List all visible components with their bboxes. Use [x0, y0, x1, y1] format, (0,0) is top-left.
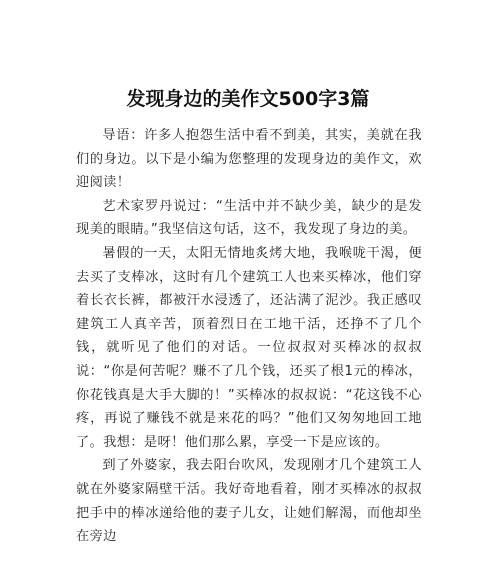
paragraph-quote: 艺术家罗丹说过：“生活中并不缺少美，缺少的是发现美的眼睛。”我坚信这句话，这不，我发现了身边的美。	[76, 198, 422, 238]
paragraph-grandma: 到了外婆家，我去阳台吹风，发现刚才几个建筑工人就在外婆家隔壁干活。我好奇地看着，刚才买棒冰的叔叔把手中的棒冰递给他的妻子儿女，让她们解渴，而他却坐在旁边	[76, 458, 422, 545]
article-body	[76, 124, 422, 549]
paragraph-story: 暑假的一天，太阳无情地炙烤大地，我喉咙干渴，便去买了支棒冰，这时有几个建筑工人也来买棒冰，他们穿着长衣长裤，都被汗水浸透了，还沾满了泥沙。我正感叹建筑工人真辛苦，顶着烈日在工地干活，还挣不了几个钱，就听见了他们的对话。一位叔叔对买棒冰的叔叔说：“你是何苦呢？赚不了几个钱，还买了根1元的棒冰，你花钱真是大手大脚的！”买棒冰的叔叔说：“花这钱不心疼，再说了赚钱不就是来花的吗？”他们又匆匆地回工地了。我想：是呀！他们那么累，享受一下是应该的。	[76, 245, 422, 450]
article-title: 发现身边的美作文500字3篇	[126, 88, 370, 110]
paragraph-intro: 导语：许多人抱怨生活中看不到美，其实，美就在我们的身边。以下是小编为您整理的发现身边的美作文，欢迎阅读！	[76, 128, 422, 191]
